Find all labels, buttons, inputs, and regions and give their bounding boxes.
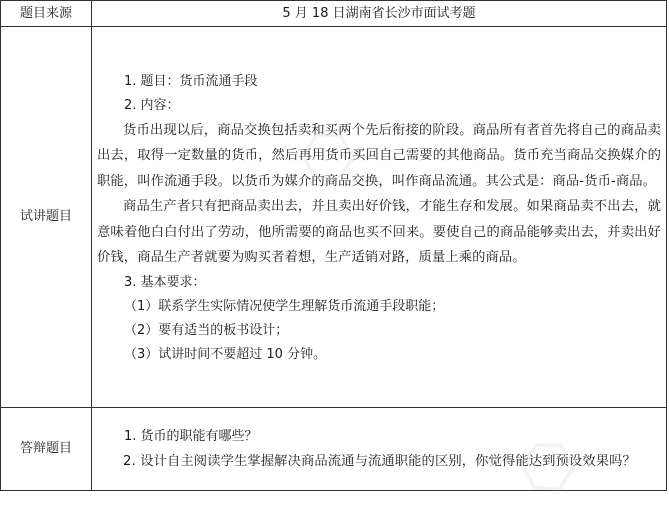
defense-label: 答辩题目 (1, 408, 92, 491)
watermark-mark: ⬡ (505, 421, 590, 513)
defense-row (1, 408, 667, 491)
requirement-item-2: （2）要有适当的板书设计； (124, 322, 289, 338)
requirement-item-1: （1）联系学生实际情况使学生理解货币流通手段职能； (124, 298, 445, 314)
defense-content (92, 408, 667, 491)
source-value: 5 月 18 日湖南省长沙市面试考题 (92, 1, 667, 27)
requirement-item-3: （3）试讲时间不要超过 10 分钟。 (124, 346, 327, 362)
trial-topic: 1. 题目：货币流通手段 (124, 73, 258, 89)
defense-question-2: 2. 设计自主阅读学生掌握解决商品流通与流通职能的区别，你觉得能达到预设效果吗？ (123, 454, 636, 470)
trial-content (92, 27, 667, 408)
trial-label: 试讲题目 (1, 27, 92, 408)
source-label: 题目来源 (1, 1, 92, 27)
watermark-mark: ⬡ (285, 111, 370, 203)
trial-row (1, 27, 667, 408)
trial-content-label: 2. 内容： (124, 97, 180, 113)
defense-question-1: 1. 货币的职能有哪些？ (124, 429, 258, 445)
header-row (1, 1, 667, 27)
trial-paragraph-2: 商品生产者只有把商品卖出去，并且卖出好价钱，才能生存和发展。如果商品卖不出去，就意味着他白白付出了劳动，他所需要的商品也买不回来。要使自己的商品能够卖出去，并卖出好价钱，商品生产者就要为购买者着想，生产适销对路，质量上乘的商品。 (97, 199, 661, 265)
trial-requirements-label: 3. 基本要求： (124, 274, 206, 290)
trial-paragraph-1: 货币出现以后，商品交换包括卖和买两个先后衔接的阶段。商品所有者首先将自己的商品卖出去，取得一定数量的货币，然后再用货币买回自己需要的其他商品。货币充当商品交换媒介的职能，叫作流通手段。以货币为媒介的商品交换，叫作商品流通。其公式是：商品-货币-商品。 (97, 122, 661, 189)
